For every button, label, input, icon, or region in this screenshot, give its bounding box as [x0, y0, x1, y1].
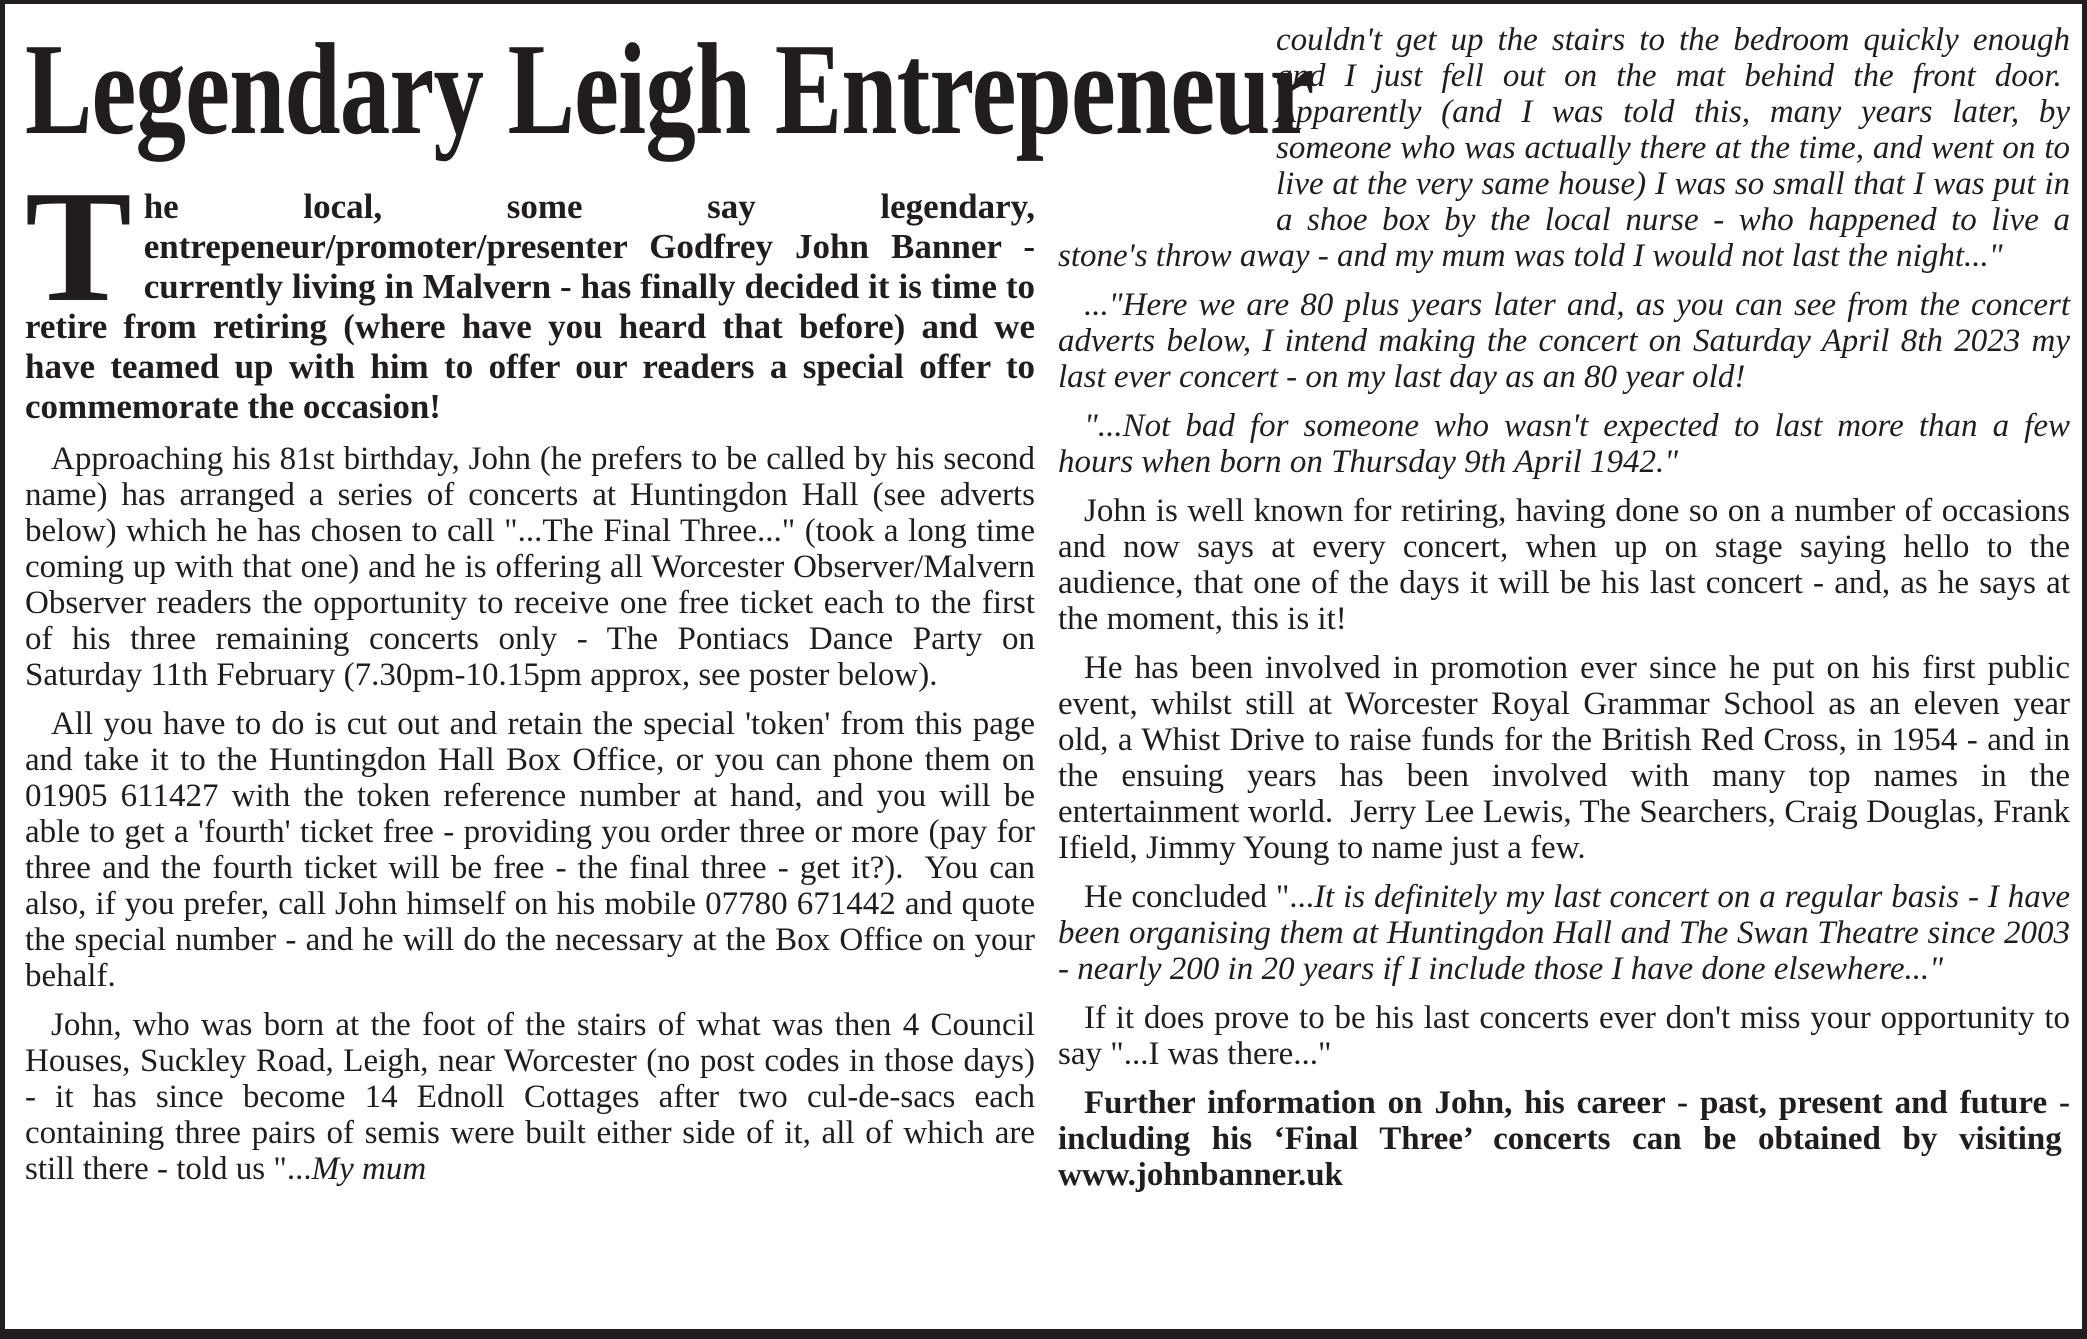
paragraph [1058, 1000, 2070, 1072]
headline-wrap-spacer [1058, 22, 1276, 205]
text-segment: John, who was born at the foot of the stairs of what was then 4 Council Houses, Suckley Road, Leigh, near Worcester (no post codes in those days) - it has since become 14 Ednoll Cottages after two cul-de-sacs each containing three pairs of semis were built either side of it, all of which are still there - told us "... [25, 1007, 1035, 1187]
text-segment: He concluded "... [1084, 879, 1315, 915]
lead-text [25, 157, 1035, 426]
article-headline: Legendary Leigh Entrepeneur [25, 17, 1314, 162]
paragraph [25, 706, 1035, 994]
left-column-paragraphs [25, 441, 1035, 1187]
text-segment: ..."Here we are 80 plus years later and, as you can see from the concert adverts below, I intend making the concert on Saturday April 8th 2023 my last ever concert - on my last day as an 80 year old! [1058, 287, 2070, 395]
text-segment: If it does prove to be his last concerts ever don't miss your opportunity to say "...I was there..." [1058, 1000, 2070, 1072]
left-column [25, 157, 1035, 1187]
paragraph [1058, 650, 2070, 866]
text-segment: He has been involved in promotion ever since he put on his first public event, whilst still at Worcester Royal Grammar School as an eleven year old, a Whist Drive to raise funds for the British Red Cross, in 1954 - and in the ensuing years has been involved with many top names in the entertainment world. Jerry Lee Lewis, The Searchers, Craig Douglas, Frank Ifield, Jimmy Young to name just a few. [1058, 650, 2070, 866]
right-column [1058, 22, 2070, 1193]
paragraph [1058, 879, 2070, 987]
dropcap-letter: T [25, 157, 132, 335]
paragraph [25, 441, 1035, 693]
text-segment: he local, some say legendary, entrepeneur/promoter/presenter Godfrey John Banner - currently living in Malvern - has finally decided it is time to retire from retiring (where have you heard that before) and we have teamed up with him to offer our readers a special offer to commemorate the occasion! [25, 187, 1035, 426]
text-segment: My mum [311, 1151, 427, 1187]
paragraph [1058, 287, 2070, 395]
paragraph [25, 1007, 1035, 1187]
text-segment: "...Not bad for someone who wasn't expected to last more than a few hours when born on Thursday 9th April 1942." [1058, 408, 2070, 480]
paragraph [1058, 493, 2070, 637]
text-segment: All you have to do is cut out and retain the special 'token' from this page and take it to the Huntingdon Hall Box Office, or you can phone them on 01905 611427 with the token reference number at hand, and you will be able to get a 'fourth' ticket free - providing you order three or more (pay for three and the fourth ticket will be free - the final three - get it?). You can also, if you prefer, call John himself on his mobile 07780 671442 and quote the special number - and he will do the necessary at the Box Office on your behalf. [25, 706, 1035, 994]
text-segment: John is well known for retiring, having done so on a number of occasions and now says at every concert, when up on stage saying hello to the audience, that one of the days it will be his last concert - and, as he says at the moment, this is it! [1058, 493, 2070, 637]
text-segment: It is definitely my last concert on a regular basis - I have been organising them at Huntingdon Hall and The Swan Theatre since 2003 - nearly 200 in 20 years if I include those I have done elsewhere..." [1058, 879, 2070, 987]
lead-paragraph [25, 157, 1035, 427]
paragraph [1058, 408, 2070, 480]
text-segment: couldn't get up the stairs to the bedroom quickly enough and I just fell out on the mat behind the front door. Apparently (and I was told this, many years later, by someone who was actually there at the time, and went on to live at the very same house) I was so small that I was put in a shoe box by the local nurse - who happened to live a stone's throw away - and my mum was told I would not last the night..." [1058, 22, 2070, 274]
text-segment: Approaching his 81st birthday, John (he prefers to be called by his second name) has arranged a series of concerts at Huntingdon Hall (see adverts below) which he has chosen to call "...The Final Three..." (took a long time coming up with that one) and he is offering all Worcester Observer/Malvern Observer readers the opportunity to receive one free ticket each to the first of his three remaining concerts only - The Pontiacs Dance Party on Saturday 11th February (7.30pm-10.15pm approx, see poster below). [25, 441, 1035, 693]
text-segment: Further information on John, his career - past, present and future - including his ‘Final Three’ concerts can be obtained by visiting www.johnbanner.uk [1058, 1085, 2070, 1193]
paragraph [1058, 1085, 2070, 1193]
